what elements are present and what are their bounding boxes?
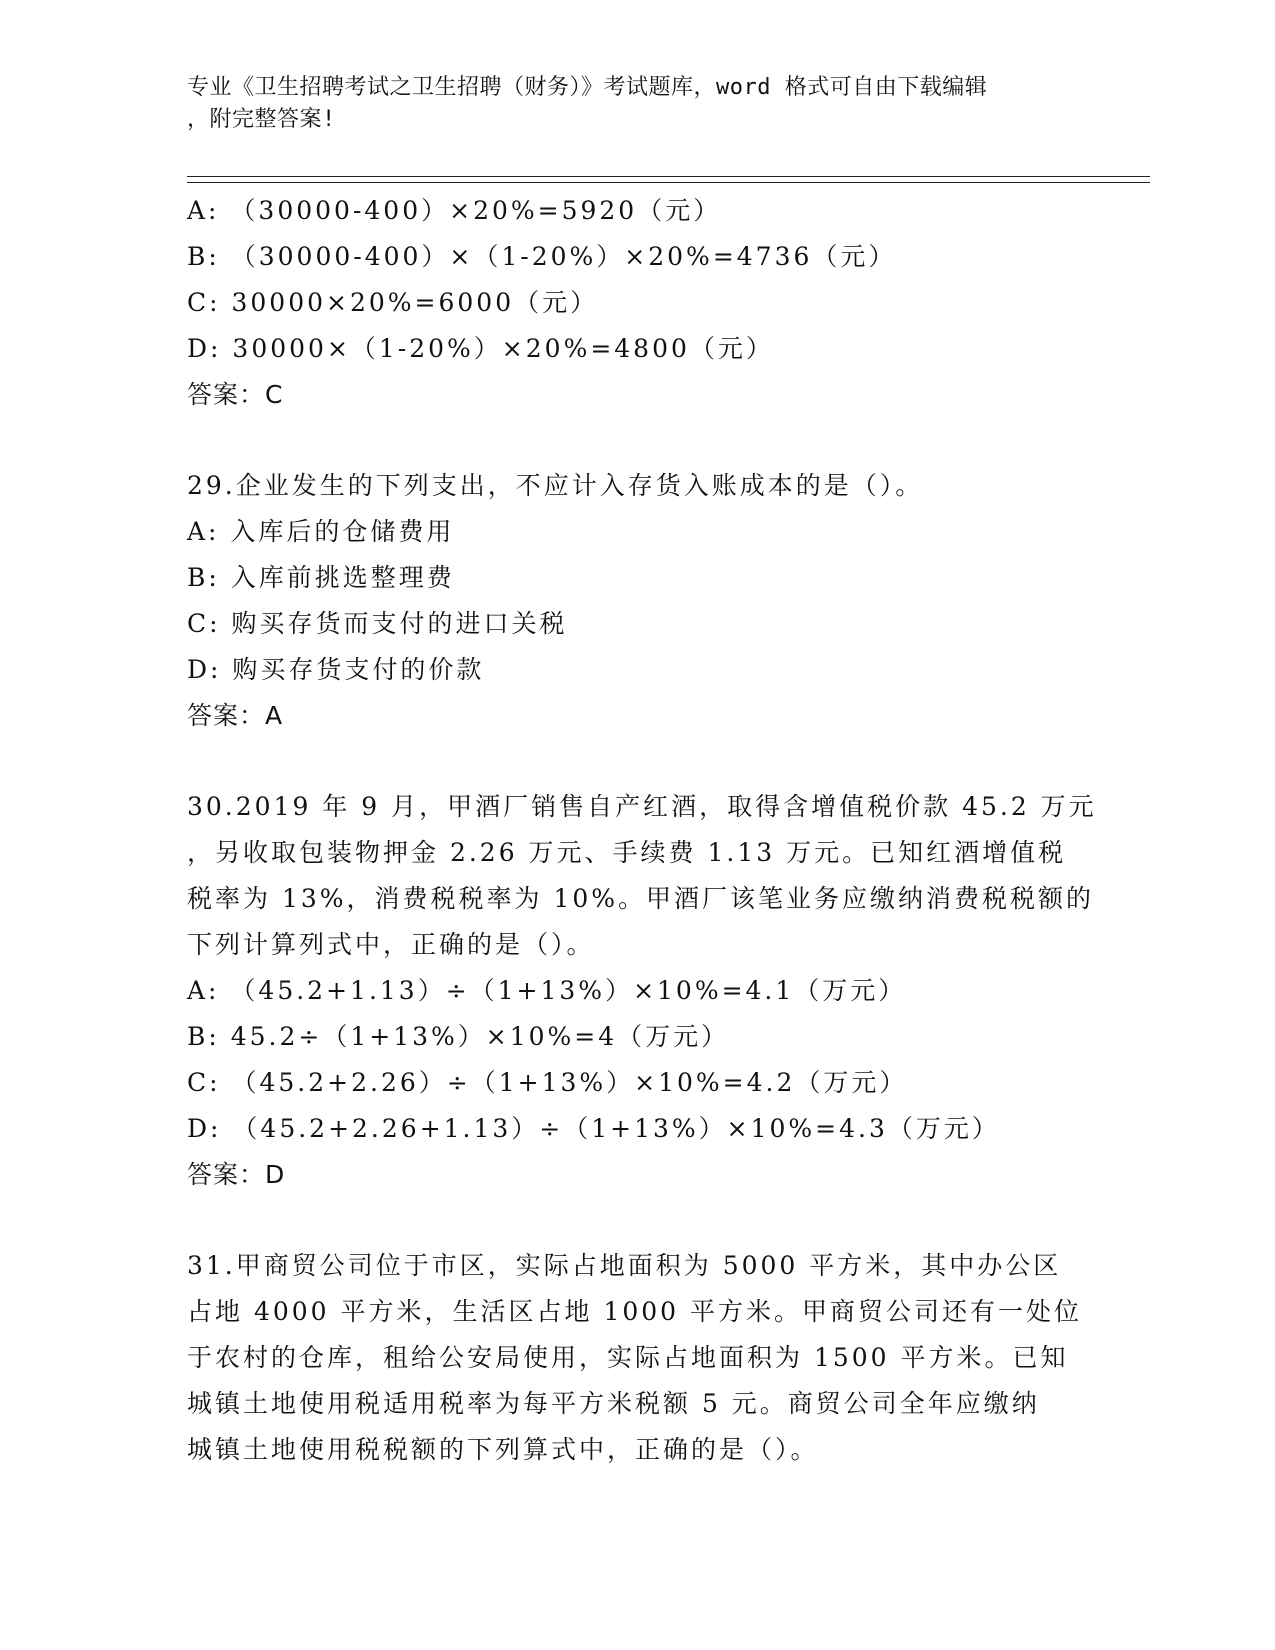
header-line: ，附完整答案!: [187, 107, 336, 132]
question-31: [187, 1243, 1087, 1473]
answer: 答案：D: [187, 1160, 286, 1189]
question-stem: 下列计算列式中，正确的是（）。: [187, 930, 595, 959]
option-b: B: （30000-400）×（1-20%）×20%=4736（元）: [187, 242, 897, 271]
question-stem: ，另收取包装物押金 2.26 万元、手续费 1.13 万元。已知红酒增值税: [187, 838, 1067, 867]
spacer: [187, 1198, 1087, 1243]
header-divider: [187, 176, 1150, 177]
header-line: 专业《卫生招聘考试之卫生招聘（财务）》考试题库，word 格式可自由下载编辑: [187, 75, 988, 100]
header-divider: [187, 182, 1150, 183]
question-28: [187, 188, 1087, 418]
option-a: A: （45.2+1.13）÷（1+13%）×10%=4.1（万元）: [187, 976, 907, 1005]
option-b: B: 45.2÷（1+13%）×10%=4（万元）: [187, 1022, 730, 1051]
option-b: B: 入库前挑选整理费: [187, 563, 455, 592]
question-30: [187, 784, 1097, 1198]
question-stem: 城镇土地使用税适用税率为每平方米税额 5 元。商贸公司全年应缴纳: [187, 1389, 1040, 1418]
question-29: [187, 463, 1087, 739]
question-stem: 税率为 13%，消费税税率为 10%。甲酒厂该笔业务应缴纳消费税税额的: [187, 884, 1095, 913]
question-stem: 占地 4000 平方米，生活区占地 1000 平方米。甲商贸公司还有一处位: [187, 1297, 1083, 1326]
question-content: [187, 188, 1097, 1473]
question-stem: 30.2019 年 9 月，甲酒厂销售自产红酒，取得含增值税价款 45.2 万元: [187, 792, 1097, 821]
answer: 答案：A: [187, 701, 284, 730]
question-stem: 31.甲商贸公司位于市区，实际占地面积为 5000 平方米，其中办公区: [187, 1251, 1062, 1280]
spacer: [187, 418, 1087, 463]
option-a: A: （30000-400）×20%=5920（元）: [187, 196, 722, 225]
option-d: D: （45.2+2.26+1.13）÷（1+13%）×10%=4.3（万元）: [187, 1114, 1000, 1143]
document-header: [187, 72, 1087, 136]
option-d: D: 30000×（1-20%）×20%=4800（元）: [187, 334, 774, 363]
answer: 答案：C: [187, 380, 284, 409]
option-c: C: 购买存货而支付的进口关税: [187, 609, 568, 638]
option-d: D: 购买存货支付的价款: [187, 655, 485, 684]
option-a: A: 入库后的仓储费用: [187, 517, 455, 546]
spacer: [187, 739, 1087, 784]
option-c: C: 30000×20%=6000（元）: [187, 288, 599, 317]
question-stem: 29.企业发生的下列支出，不应计入存货入账成本的是（）。: [187, 471, 924, 500]
question-stem: 于农村的仓库，租给公安局使用，实际占地面积为 1500 平方米。已知: [187, 1343, 1069, 1372]
option-c: C: （45.2+2.26）÷（1+13%）×10%=4.2（万元）: [187, 1068, 908, 1097]
question-stem: 城镇土地使用税税额的下列算式中，正确的是（）。: [187, 1435, 819, 1464]
